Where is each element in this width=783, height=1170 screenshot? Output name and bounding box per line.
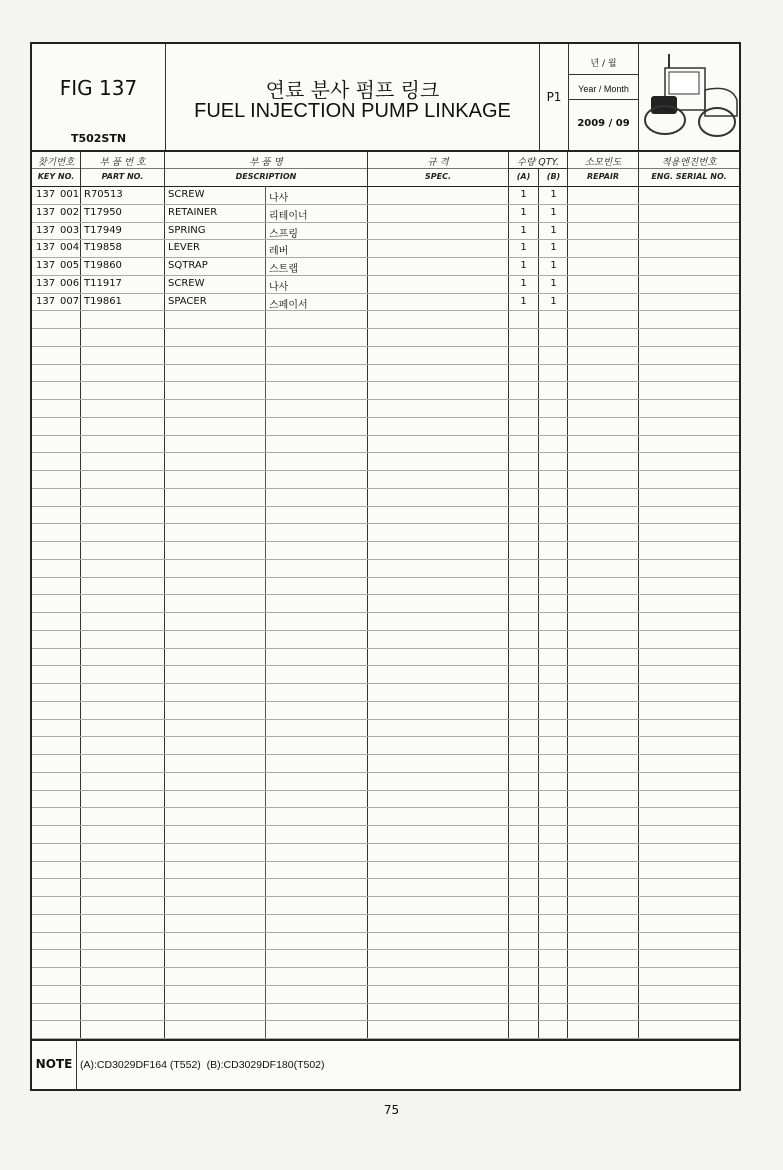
row-divider <box>32 630 739 631</box>
fig-number: FIG 137 <box>59 76 138 100</box>
row-divider <box>32 1003 739 1004</box>
part-number: T17949 <box>84 224 122 236</box>
key-number: 006 <box>60 277 80 289</box>
description-ko: 레버 <box>269 246 289 258</box>
qty-a: 1 <box>520 260 527 271</box>
row-divider <box>32 399 739 400</box>
date-label-en: Year / Month <box>578 84 629 94</box>
page-code-box <box>540 44 569 150</box>
row-divider <box>32 736 739 737</box>
row-divider <box>32 861 739 862</box>
qty-b: 1 <box>550 260 557 271</box>
col-desc-en: DESCRIPTION <box>235 172 297 181</box>
row-divider <box>32 523 739 524</box>
note-text: (A):CD3029DF164 (T552) (B):CD3029DF180(T502) <box>80 1059 325 1071</box>
qty-b: 1 <box>550 206 557 218</box>
date-value: 2009 / 09 <box>577 118 630 129</box>
description-en: RETAINER <box>168 206 218 218</box>
col-spec-en: SPEC. <box>425 172 451 181</box>
qty-a: 1 <box>520 242 527 254</box>
description-ko: 스페이서 <box>269 299 308 311</box>
header-title-box <box>166 44 540 150</box>
key-fig: 137 <box>36 206 56 218</box>
qty-b: 1 <box>550 242 557 254</box>
row-divider <box>32 435 739 436</box>
key-fig: 137 <box>36 189 56 200</box>
row-divider <box>32 825 739 826</box>
description-en: SCREW <box>168 189 205 200</box>
part-number: T17950 <box>84 206 122 218</box>
part-number: T19858 <box>84 242 122 254</box>
row-divider <box>32 417 739 418</box>
col-key-en: KEY NO. <box>37 172 75 181</box>
row-divider <box>32 452 739 453</box>
title-korean: 연료 분사 펌프 링크 <box>265 78 440 102</box>
qty-a: 1 <box>520 277 527 289</box>
model-code: T502STN <box>70 132 127 145</box>
qty-a: 1 <box>520 189 527 200</box>
row-divider <box>32 559 739 560</box>
row-divider <box>32 772 739 773</box>
date-box <box>569 44 639 150</box>
row-divider <box>32 807 739 808</box>
qty-a: 1 <box>520 295 527 307</box>
row-divider <box>32 275 739 276</box>
row-divider <box>32 932 739 933</box>
row-divider <box>32 914 739 915</box>
row-divider <box>32 878 739 879</box>
row-divider <box>32 381 739 382</box>
col-spec-ko: 규 격 <box>427 157 449 168</box>
col-desc-ko: 부 품 명 <box>249 157 283 168</box>
row-divider <box>32 967 739 968</box>
note-label: NOTE <box>35 1057 73 1071</box>
description-ko: 스트랩 <box>269 264 298 275</box>
part-number: T19860 <box>84 260 122 271</box>
description-en: LEVER <box>168 242 200 254</box>
row-divider <box>32 506 739 507</box>
row-divider <box>32 594 739 595</box>
row-divider <box>32 204 739 205</box>
date-label-ko: 년 / 월 <box>590 59 617 69</box>
qty-b: 1 <box>550 295 557 307</box>
key-number: 007 <box>60 295 80 307</box>
row-divider <box>32 346 739 347</box>
tractor-icon-box <box>639 44 739 150</box>
row-divider <box>32 701 739 702</box>
qty-b: 1 <box>550 277 557 289</box>
row-divider <box>32 222 739 223</box>
col-serial-en: ENG. SERIAL NO. <box>651 172 727 181</box>
description-ko: 스프링 <box>269 228 298 240</box>
qty-a: 1 <box>520 206 527 218</box>
row-divider <box>32 612 739 613</box>
row-divider <box>32 790 739 791</box>
col-serial-ko: 적용엔진번호 <box>661 157 717 168</box>
row-divider <box>32 754 739 755</box>
row-divider <box>32 541 739 542</box>
part-number: T19861 <box>84 295 122 307</box>
description-ko: 리테이너 <box>269 210 308 222</box>
key-fig: 137 <box>36 224 56 236</box>
header-fig-box <box>32 44 166 150</box>
key-fig: 137 <box>36 260 56 271</box>
row-divider <box>32 843 739 844</box>
row-divider <box>32 665 739 666</box>
row-divider <box>32 683 739 684</box>
col-qty-ko: 수량 QTY. <box>516 157 560 168</box>
parts-sheet-frame <box>30 42 741 1091</box>
row-divider <box>32 1020 739 1021</box>
qty-b: 1 <box>550 224 557 236</box>
row-divider <box>32 364 739 365</box>
row-divider <box>32 239 739 240</box>
part-number: T11917 <box>84 277 122 289</box>
key-number: 005 <box>60 260 80 271</box>
qty-b: 1 <box>550 189 557 200</box>
col-qty-b: (B) <box>546 172 561 181</box>
row-divider <box>32 949 739 950</box>
title-english: FUEL INJECTION PUMP LINKAGE <box>194 100 511 122</box>
row-divider <box>32 328 739 329</box>
description-en: SQTRAP <box>168 260 208 271</box>
row-divider <box>32 257 739 258</box>
col-qty-a: (A) <box>516 172 531 181</box>
tractor-icon <box>639 44 739 150</box>
description-en: SPRING <box>168 224 206 236</box>
key-fig: 137 <box>36 277 56 289</box>
col-repair-en: REPAIR <box>586 172 620 181</box>
qty-a: 1 <box>520 224 527 236</box>
col-part-ko: 부 품 번 호 <box>99 157 146 168</box>
row-divider <box>32 985 739 986</box>
row-divider <box>32 293 739 294</box>
col-part-en: PART NO. <box>101 172 144 181</box>
description-ko: 나사 <box>269 193 289 204</box>
key-number: 001 <box>60 189 80 200</box>
part-number: R70513 <box>84 189 123 200</box>
key-fig: 137 <box>36 295 56 307</box>
key-number: 002 <box>60 206 80 218</box>
key-number: 003 <box>60 224 80 236</box>
row-divider <box>32 719 739 720</box>
row-divider <box>32 470 739 471</box>
key-number: 004 <box>60 242 80 254</box>
row-divider <box>32 896 739 897</box>
col-key-ko: 찾기번호 <box>37 157 75 168</box>
row-divider <box>32 648 739 649</box>
row-divider <box>32 488 739 489</box>
description-en: SCREW <box>168 277 205 289</box>
row-divider <box>32 310 739 311</box>
col-repair-ko: 소모빈도 <box>584 157 622 168</box>
description-en: SPACER <box>168 295 207 307</box>
key-fig: 137 <box>36 242 56 254</box>
row-divider <box>32 577 739 578</box>
page-number: 75 <box>383 1103 400 1117</box>
description-ko: 나사 <box>269 281 289 293</box>
page-code: P1 <box>546 90 562 104</box>
